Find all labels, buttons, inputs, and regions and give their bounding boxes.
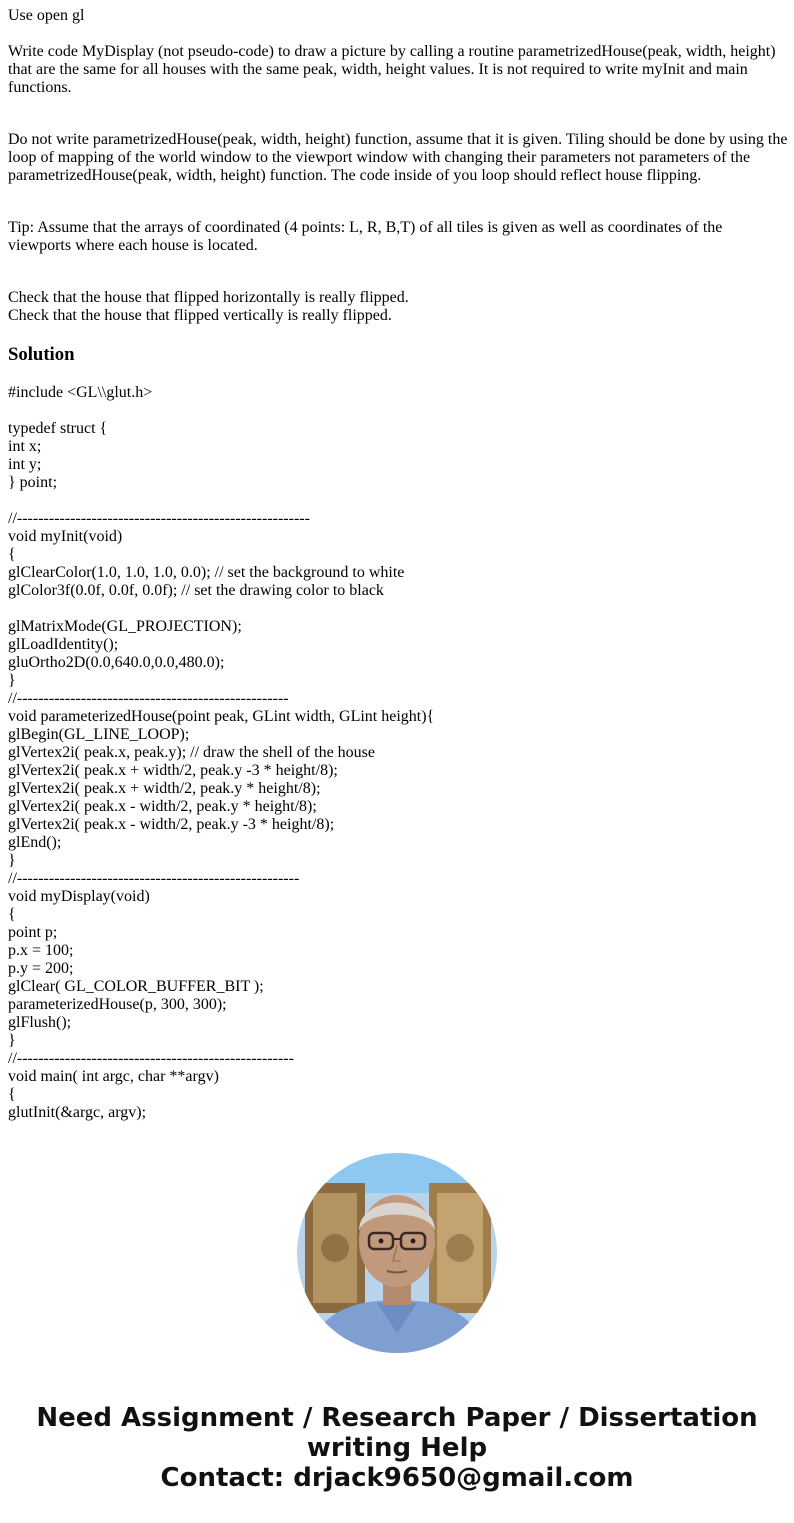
code-line: glEnd(); — [8, 834, 62, 851]
code-line — [8, 600, 788, 618]
author-portrait — [297, 1153, 497, 1353]
check-horizontal-flip: Check that the house that flipped horizontally is really flipped. — [8, 289, 409, 306]
code-line: glLoadIdentity(); — [8, 636, 119, 653]
solution-heading: Solution — [8, 344, 75, 365]
code-line: glColor3f(0.0f, 0.0f, 0.0f); // set the drawing color to black — [8, 582, 384, 599]
code-line: //------------------------------------------------------- — [8, 510, 310, 527]
code-line: glClearColor(1.0, 1.0, 1.0, 0.0); // set the background to white — [8, 564, 405, 581]
code-line: void myInit(void) — [8, 528, 123, 545]
code-line: void parameterizedHouse(point peak, GLint width, GLint height){ — [8, 708, 435, 725]
code-line: //---------------------------------------------------- — [8, 1050, 294, 1067]
code-line: //--------------------------------------------------- — [8, 690, 289, 707]
code-line: { — [8, 546, 16, 563]
code-line: int y; — [8, 456, 42, 473]
code-line: typedef struct { — [8, 420, 108, 437]
code-line: { — [8, 906, 16, 923]
code-line: glutInit(&argc, argv); — [8, 1104, 147, 1121]
code-line: glClear( GL_COLOR_BUFFER_BIT ); — [8, 978, 264, 995]
code-line: parameterizedHouse(p, 300, 300); — [8, 996, 227, 1013]
question-tiling-note: Do not write parametrizedHouse(peak, width, height) function, assume that it is given. Tiling should be done by using the loop of mapping of the world window to the viewport window with changing their parameters not parameters of the parametrizedHouse(peak, width, height) function. The code inside of you loop should reflect house flipping. — [8, 131, 788, 184]
cta-line-2: writing Help — [306, 1433, 488, 1463]
code-line: } — [8, 1032, 16, 1049]
code-line: } point; — [8, 474, 58, 491]
code-line: glMatrixMode(GL_PROJECTION); — [8, 618, 242, 635]
question-tip: Tip: Assume that the arrays of coordinated (4 points: L, R, B,T) of all tiles is given as well as coordinates of the viewports where each house is located. — [8, 219, 723, 254]
code-line: //----------------------------------------------------- — [8, 870, 300, 887]
cta-contact-email: Contact: drjack9650@gmail.com — [160, 1463, 634, 1493]
code-line: } — [8, 672, 16, 689]
code-line: glBegin(GL_LINE_LOOP); — [8, 726, 190, 743]
document-body — [8, 7, 788, 1122]
code-line: } — [8, 852, 16, 869]
code-line — [8, 492, 788, 510]
solution-code-block — [8, 384, 788, 1122]
code-line: glVertex2i( peak.x - width/2, peak.y * height/8); — [8, 798, 317, 815]
code-line: point p; — [8, 924, 58, 941]
code-line: { — [8, 1086, 16, 1103]
author-avatar — [297, 1153, 497, 1353]
check-vertical-flip: Check that the house that flipped vertically is really flipped. — [8, 307, 392, 324]
code-line: gluOrtho2D(0.0,640.0,0.0,480.0); — [8, 654, 225, 671]
question-instructions: Write code MyDisplay (not pseudo-code) to draw a picture by calling a routine parametrizedHouse(peak, width, height) that are the same for all houses with the same peak, width, height values. It is not required to write myInit and main functions. — [8, 43, 776, 96]
code-line: glVertex2i( peak.x + width/2, peak.y -3 * height/8); — [8, 762, 338, 779]
code-line: void myDisplay(void) — [8, 888, 150, 905]
code-line: #include <GL\\glut.h> — [8, 384, 153, 401]
code-line: p.x = 100; — [8, 942, 74, 959]
question-title: Use open gl — [8, 7, 85, 24]
code-line: glVertex2i( peak.x, peak.y); // draw the shell of the house — [8, 744, 375, 761]
code-line: glVertex2i( peak.x - width/2, peak.y -3 * height/8); — [8, 816, 335, 833]
code-line — [8, 402, 788, 420]
code-line: int x; — [8, 438, 42, 455]
code-line: glVertex2i( peak.x + width/2, peak.y * height/8); — [8, 780, 321, 797]
cta-line-1: Need Assignment / Research Paper / Dissertation — [36, 1403, 758, 1433]
contact-banner — [0, 1403, 794, 1493]
code-line: glFlush(); — [8, 1014, 72, 1031]
code-line: p.y = 200; — [8, 960, 74, 977]
code-line: void main( int argc, char **argv) — [8, 1068, 219, 1085]
